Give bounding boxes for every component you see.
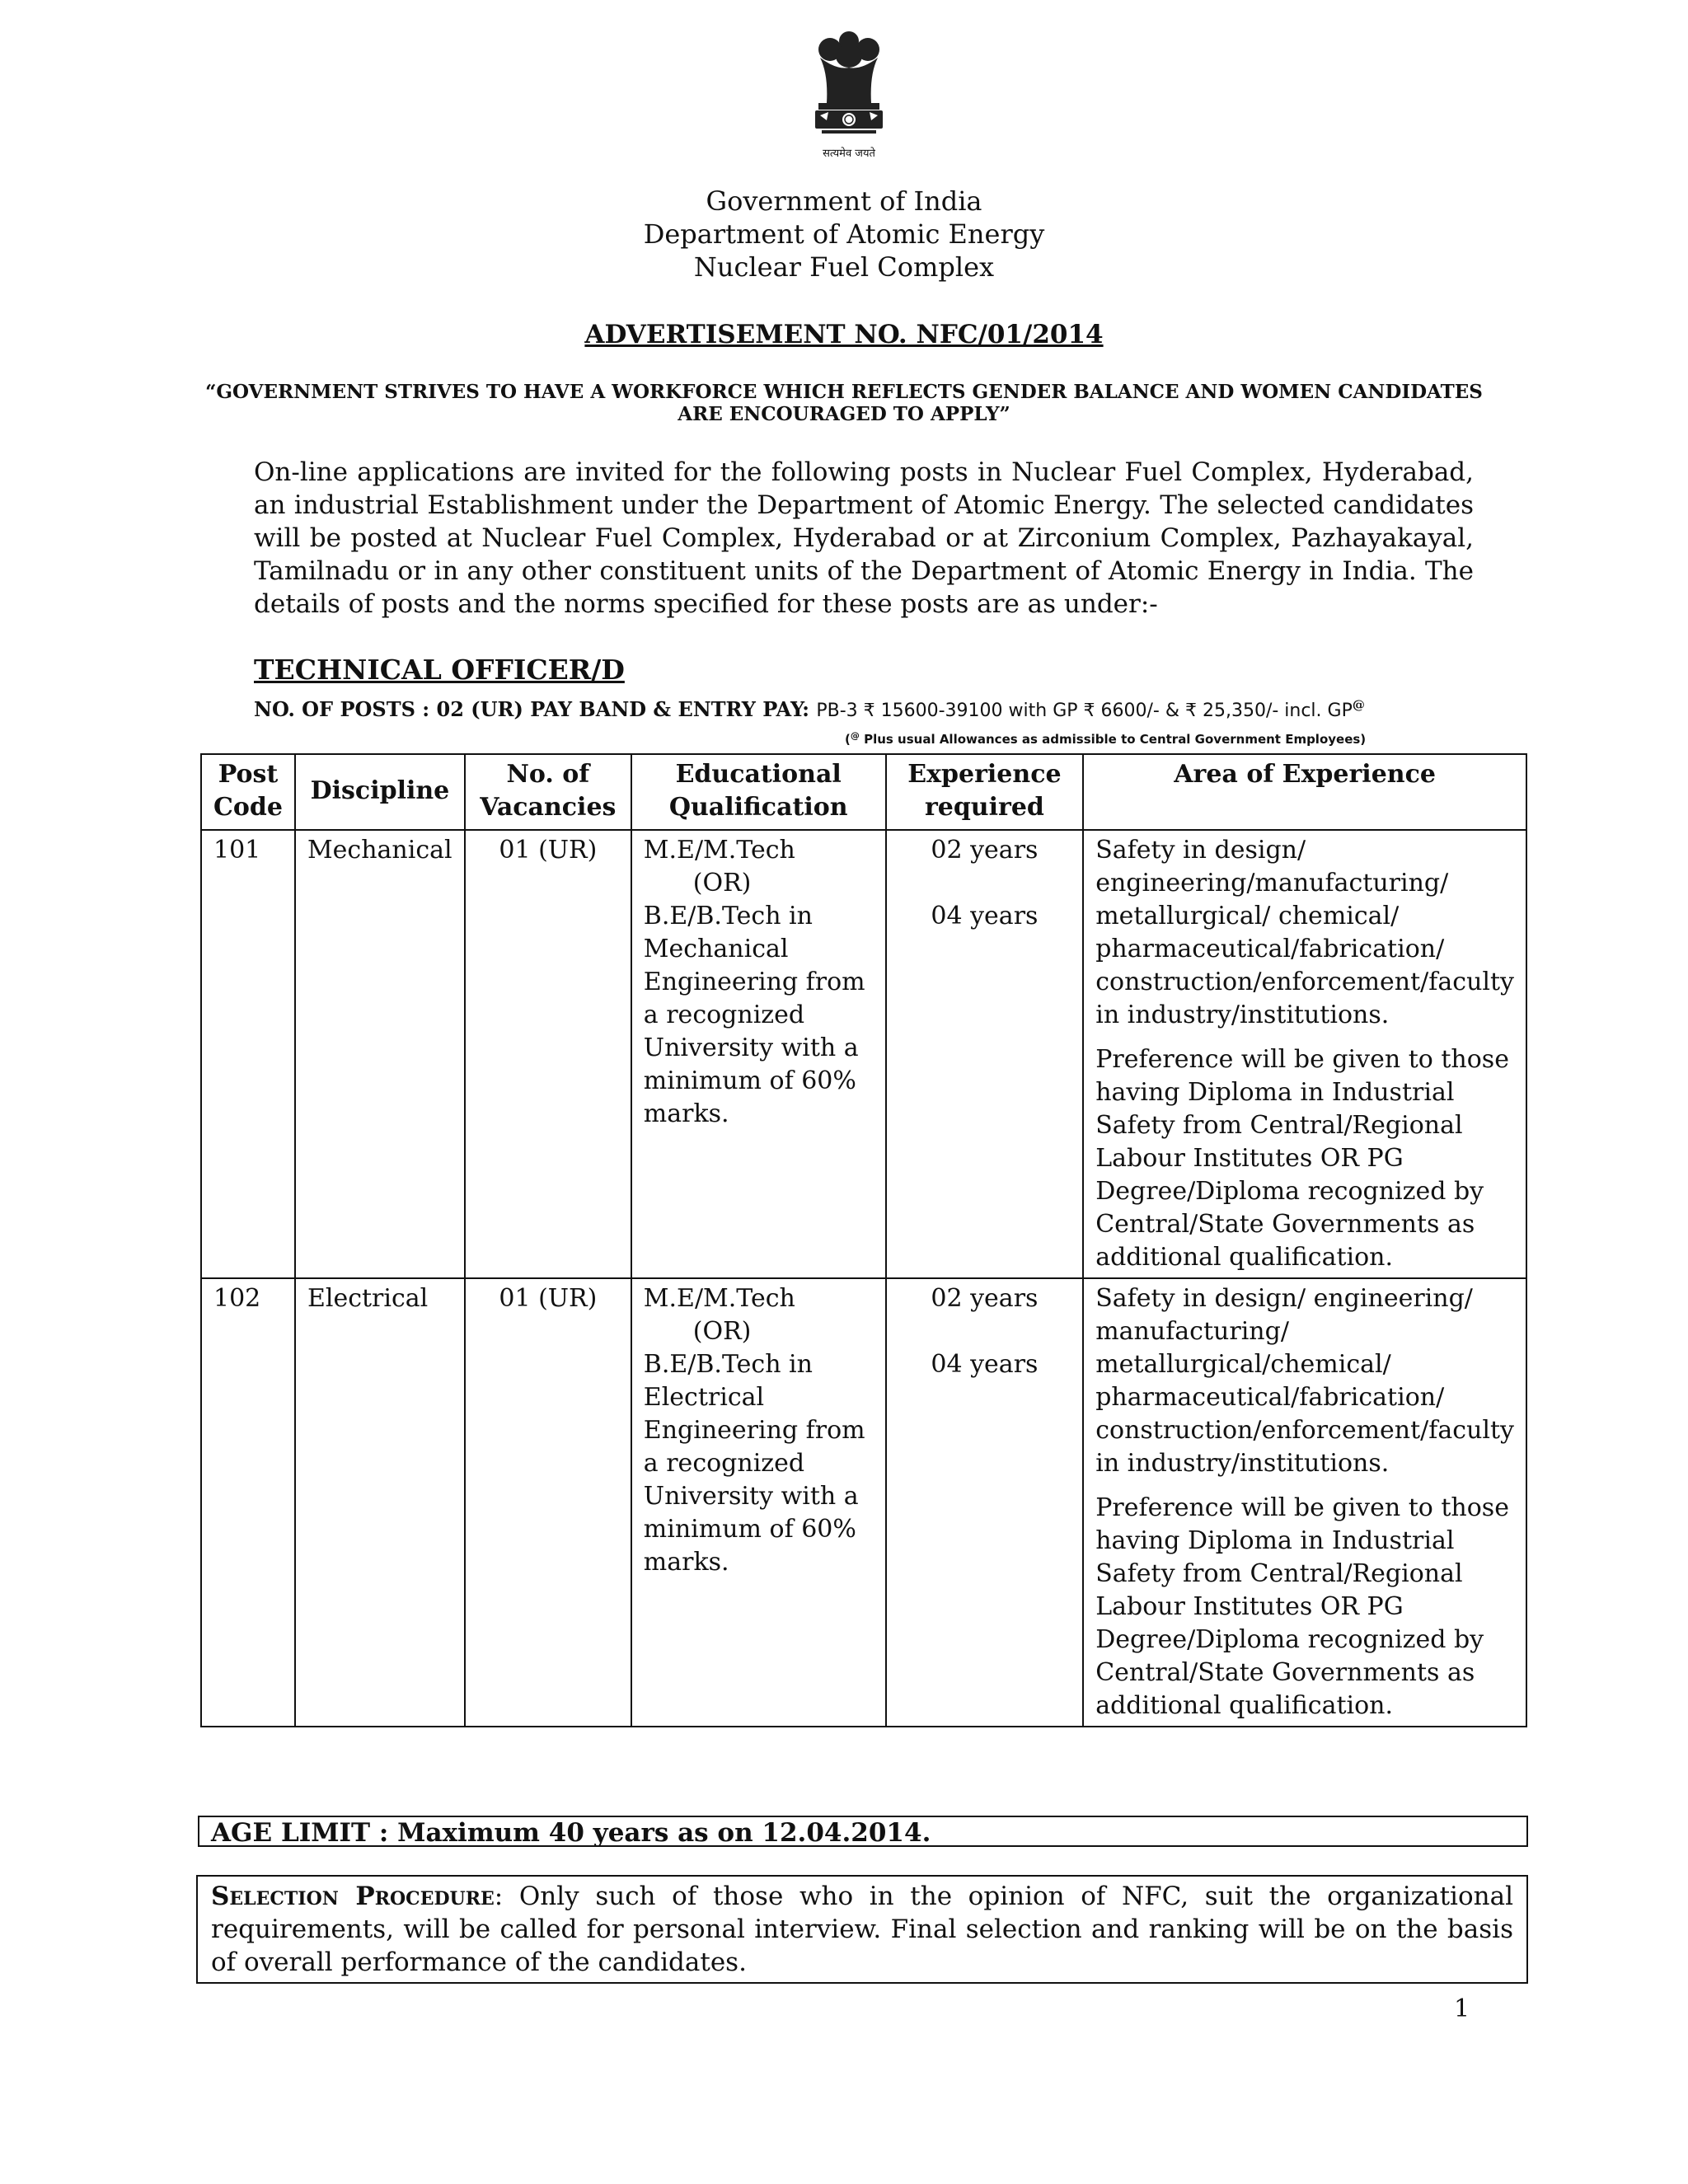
cell-area (1083, 830, 1526, 1278)
selection-text: : Only such of those who in the opinion of NFC, suit the organizational requirements, will be called for personal interview. Final selection and ranking will be on the basis of overall performance of the candidates. (211, 1882, 1513, 1977)
page-number: 1 (1454, 1994, 1470, 2023)
cell-post-code: 101 (201, 830, 295, 1278)
header-education-line1: Educational (675, 760, 842, 789)
cell-discipline: Mechanical (295, 830, 465, 1278)
advertisement-title: ADVERTISEMENT NO. NFC/01/2014 (584, 320, 1104, 349)
posts-and-pay-line (254, 697, 1365, 721)
pay-footnote-mark: @ (1352, 697, 1365, 712)
table-header-row (201, 754, 1526, 830)
header-vacancies-line1: No. of (506, 760, 590, 789)
emblem-motto: सत्यमेव जयते (823, 148, 875, 160)
cell-vacancies: 01 (UR) (465, 830, 631, 1278)
experience-option-a: 02 years (931, 1284, 1039, 1313)
pay-band-text: PB-3 ₹ 15600-39100 with GP ₹ 6600/- & ₹ 25,350/- incl. GP (816, 701, 1353, 721)
cell-education (631, 1278, 886, 1727)
header-discipline: Discipline (295, 754, 465, 830)
allowance-text: Plus usual Allowances as admissible to Central Government Employees) (859, 732, 1367, 747)
table-row (201, 830, 1526, 1278)
education-or: (OR) (692, 1317, 752, 1346)
experience-option-b: 04 years (931, 902, 1039, 930)
slogan-line-1: “GOVERNMENT STRIVES TO HAVE A WORKFORCE WHICH REFLECTS GENDER BALANCE AND WOMEN CANDIDATES (205, 381, 1483, 403)
header-experience (886, 754, 1084, 830)
header-post-code-line2: Code (213, 793, 283, 822)
header-post-code-line1: Post (218, 760, 279, 789)
experience-option-a: 02 years (931, 836, 1039, 865)
education-option-a: M.E/M.Tech (643, 1284, 795, 1313)
cell-post-code: 102 (201, 1278, 295, 1727)
header-experience-line2: required (924, 793, 1044, 822)
age-limit-box: AGE LIMIT : Maximum 40 years as on 12.04.2014. (198, 1816, 1528, 1847)
national-emblem (804, 25, 894, 160)
allowance-footnote-mark: @ (850, 730, 860, 741)
header-government: Government of India (706, 185, 982, 217)
area-description: Safety in design/ engineering/manufacturing/ metallurgical/ chemical/ pharmaceutical/fabrication/ construction/enforcement/faculty in industry/institutions. (1095, 836, 1514, 1029)
header-education (631, 754, 886, 830)
slogan-line-2: ARE ENCOURAGED TO APPLY” (678, 403, 1010, 425)
post-title: TECHNICAL OFFICER/D (254, 654, 625, 686)
cell-area (1083, 1278, 1526, 1727)
area-preference: Preference will be given to those having Diploma in Industrial Safety from Central/Regional Labour Institutes OR PG Degree/Diploma recognized by Central/State Governments as additional qualification. (1095, 1045, 1509, 1272)
header-experience-line1: Experience (907, 760, 1062, 789)
cell-discipline: Electrical (295, 1278, 465, 1727)
header-vacancies (465, 754, 631, 830)
header-area: Area of Experience (1083, 754, 1526, 830)
table-row (201, 1278, 1526, 1727)
header-organisation: Nuclear Fuel Complex (693, 251, 995, 283)
lion-capital-icon (804, 25, 894, 157)
selection-label: Selection Procedure (211, 1882, 495, 1911)
posts-label: NO. OF POSTS : 02 (UR) PAY BAND & ENTRY PAY: (254, 697, 817, 721)
cell-education (631, 830, 886, 1278)
gender-balance-slogan (0, 381, 1688, 425)
allowance-note (845, 730, 1366, 747)
area-description: Safety in design/ engineering/ manufacturing/ metallurgical/chemical/ pharmaceutical/fabrication/ construction/enforcement/faculty in industry/institutions. (1095, 1284, 1514, 1478)
header-education-line2: Qualification (668, 793, 848, 822)
experience-option-b: 04 years (931, 1350, 1039, 1379)
allowance-open-paren: ( (845, 732, 851, 747)
intro-paragraph: On-line applications are invited for the following posts in Nuclear Fuel Complex, Hyderabad, an industrial Establishment under the Department of Atomic Energy. The selected candidates will be posted at Nuclear Fuel Complex, Hyderabad or at Zirconium Complex, Pazhayakayal, Tamilnadu or in any other constituent units of the Department of Atomic Energy in India. The details of posts and the norms specified for these posts are as under:- (254, 457, 1474, 619)
cell-experience (886, 1278, 1084, 1727)
selection-procedure-box (196, 1875, 1528, 1984)
posts-table (200, 753, 1527, 1727)
education-option-a: M.E/M.Tech (643, 836, 795, 865)
education-or: (OR) (692, 869, 752, 898)
header-post-code (201, 754, 295, 830)
cell-vacancies: 01 (UR) (465, 1278, 631, 1727)
cell-experience (886, 830, 1084, 1278)
header-vacancies-line2: Vacancies (480, 793, 617, 822)
area-preference: Preference will be given to those having Diploma in Industrial Safety from Central/Regional Labour Institutes OR PG Degree/Diploma recognized by Central/State Governments as additional qualification. (1095, 1493, 1509, 1720)
education-option-b: B.E/B.Tech in Mechanical Engineering from a recognized University with a minimum of 60% marks. (643, 902, 865, 1128)
education-option-b: B.E/B.Tech in Electrical Engineering from a recognized University with a minimum of 60% marks. (643, 1350, 865, 1577)
header-department: Department of Atomic Energy (643, 218, 1045, 250)
